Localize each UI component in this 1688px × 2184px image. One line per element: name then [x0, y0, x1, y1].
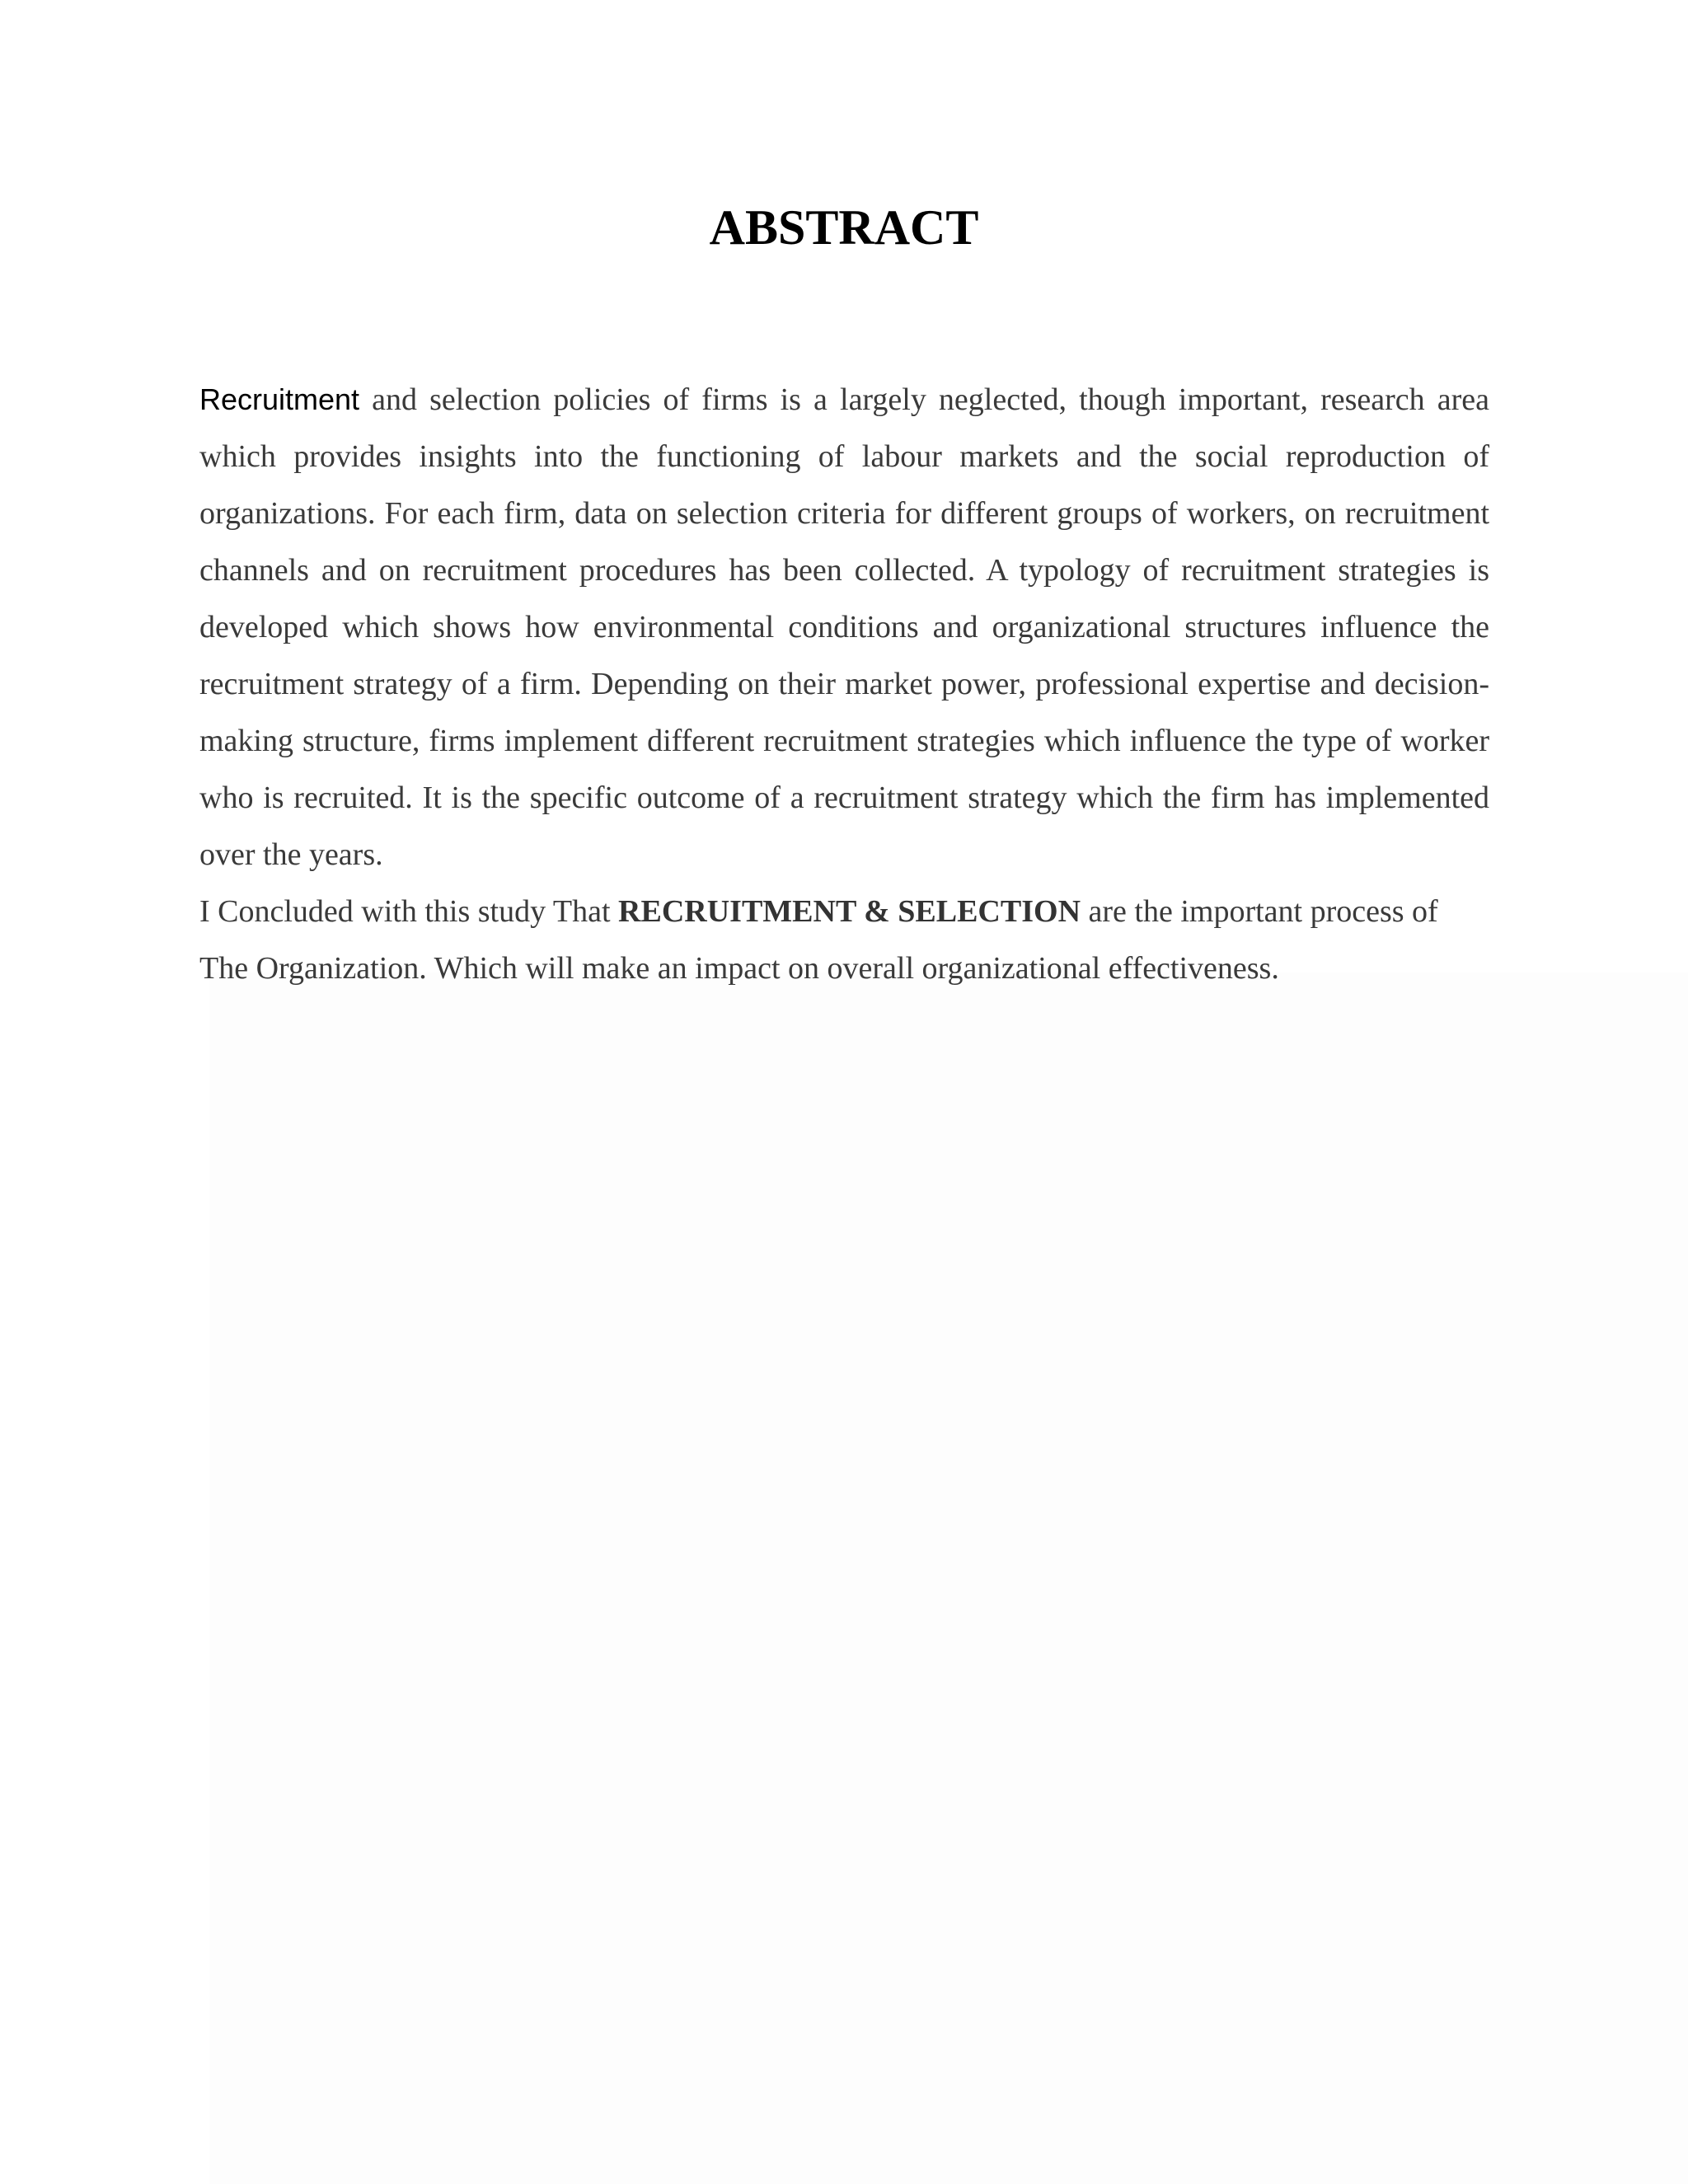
page-shading [209, 972, 1688, 2184]
conclusion-text-end: are the important process of The Organization. Which will make an impact on overall organizational effectiveness. [199, 894, 1438, 986]
conclusion-paragraph [199, 883, 1489, 997]
lead-word: Recruitment [199, 382, 360, 416]
abstract-paragraph-text: and selection policies of firms is a largely neglected, though important, research area which provides insights into the functioning of labour markets and the social reproduction of organizations. For each firm, data on selection criteria for different groups of workers, on recruitment channels and on recruitment procedures has been collected. A typology of recruitment strategies is developed which shows how environmental conditions and organizational structures influence the recruitment strategy of a firm. Depending on their market power, professional expertise and decision-making structure, firms implement different recruitment strategies which influence the type of worker who is recruited. It is the specific outcome of a recruitment strategy which the firm has implemented over the years. [199, 382, 1489, 872]
conclusion-emphasis: RECRUITMENT & SELECTION [618, 894, 1081, 929]
abstract-body [199, 371, 1489, 997]
conclusion-text-start: I Concluded with this study That [199, 894, 619, 929]
page-title: ABSTRACT [709, 200, 979, 255]
abstract-paragraph [199, 371, 1489, 883]
